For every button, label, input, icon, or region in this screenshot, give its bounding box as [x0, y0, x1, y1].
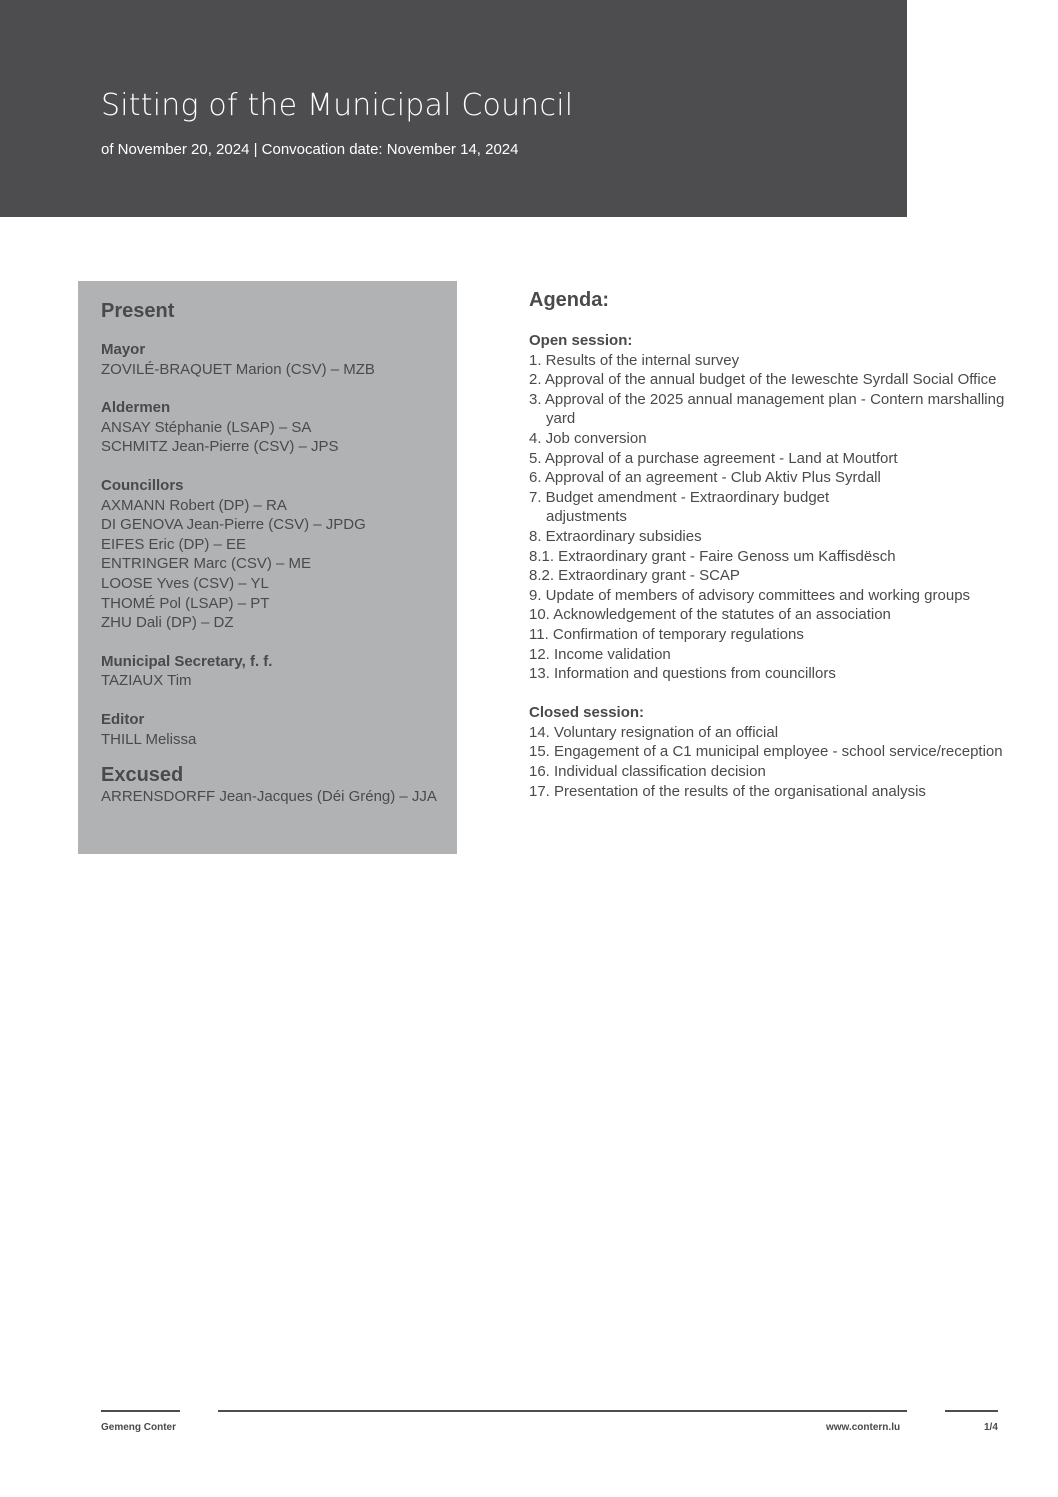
footer-rule-right: [945, 1410, 998, 1412]
agenda-item: 3. Approval of the 2025 annual management plan - Contern marshalling yard: [529, 390, 1005, 428]
footer-municipality: Gemeng Conter: [101, 1422, 177, 1433]
agenda-item: 7. Budget amendment - Extraordinary budget adjustments: [529, 488, 830, 526]
agenda-heading: Agenda:: [529, 289, 609, 311]
closed-session-label: Closed session:: [529, 704, 645, 722]
excused-heading: Excused: [101, 764, 184, 787]
excused-member-line: ARRENSDORFF Jean-Jacques (Déi Gréng) – JJA: [101, 788, 437, 806]
present-group: [101, 652, 435, 691]
present-panel: [78, 281, 457, 854]
member-line: ANSAY Stéphanie (LSAP) – SA: [101, 418, 312, 436]
group-label: Editor: [101, 710, 145, 728]
present-group: [101, 710, 435, 749]
agenda-item: 17. Presentation of the results of the organisational analysis: [529, 782, 926, 800]
agenda-item: 10. Acknowledgement of the statutes of an association: [529, 606, 891, 624]
group-label: Municipal Secretary, f. f.: [101, 652, 273, 670]
agenda-item: 2. Approval of the annual budget of the Ieweschte Syrdall Social Office: [529, 371, 997, 389]
agenda-item: 15. Engagement of a C1 municipal employee - school service/reception: [529, 743, 1003, 761]
footer-rule-center: [218, 1410, 907, 1412]
member-line: EIFES Eric (DP) – EE: [101, 535, 247, 553]
member-line: ENTRINGER Marc (CSV) – ME: [101, 555, 312, 573]
page-subtitle: of November 20, 2024 | Convocation date: November 14, 2024: [101, 141, 519, 158]
agenda-item: 14. Voluntary resignation of an official: [529, 723, 779, 741]
member-line: TAZIAUX Tim: [101, 672, 192, 690]
agenda-item: 8.2. Extraordinary grant - SCAP: [529, 567, 740, 585]
agenda-item: 13. Information and questions from councillors: [529, 665, 836, 683]
agenda-item: 5. Approval of a purchase agreement - Land at Moutfort: [529, 449, 898, 467]
present-heading: Present: [101, 300, 175, 322]
member-line: ZHU Dali (DP) – DZ: [101, 614, 234, 632]
member-line: AXMANN Robert (DP) – RA: [101, 496, 287, 514]
present-group: [101, 476, 435, 633]
agenda-item: 8. Extraordinary subsidies: [529, 527, 702, 545]
agenda-item: 4. Job conversion: [529, 429, 647, 447]
excused-list: [101, 787, 435, 807]
member-line: SCHMITZ Jean-Pierre (CSV) – JPS: [101, 438, 339, 456]
agenda-item: 8.1. Extraordinary grant - Faire Genoss um Kaffisdësch: [529, 547, 896, 565]
agenda-item: 1. Results of the internal survey: [529, 351, 740, 369]
agenda-section: [529, 288, 1029, 801]
group-label: Aldermen: [101, 399, 171, 417]
group-label: Councillors: [101, 476, 184, 494]
footer-website-link[interactable]: www.contern.lu: [826, 1422, 901, 1433]
group-label: Mayor: [101, 341, 146, 358]
closed-session-list: [529, 723, 1029, 801]
member-line: THOMÉ Pol (LSAP) – PT: [101, 594, 270, 612]
open-session-label: Open session:: [529, 332, 633, 349]
member-line: DI GENOVA Jean-Pierre (CSV) – JPDG: [101, 516, 366, 534]
member-line: THILL Melissa: [101, 730, 197, 748]
footer-page-number: 1/4: [984, 1422, 998, 1433]
footer-rule-left: [101, 1410, 180, 1412]
header-banner: [0, 0, 907, 217]
present-group: [101, 398, 435, 457]
agenda-item: 12. Income validation: [529, 645, 671, 663]
member-line: LOOSE Yves (CSV) – YL: [101, 574, 269, 592]
page-title: Sitting of the Municipal Council: [101, 88, 574, 123]
agenda-item: 11. Confirmation of temporary regulations: [529, 625, 804, 643]
present-groups: [101, 340, 435, 749]
agenda-item: 16. Individual classification decision: [529, 763, 766, 781]
open-session-list: [529, 351, 1029, 684]
agenda-item: 9. Update of members of advisory committees and working groups: [529, 586, 971, 604]
agenda-item: 6. Approval of an agreement - Club Aktiv Plus Syrdall: [529, 469, 881, 487]
present-group: [101, 340, 435, 379]
member-line: ZOVILÉ-BRAQUET Marion (CSV) – MZB: [101, 360, 375, 378]
